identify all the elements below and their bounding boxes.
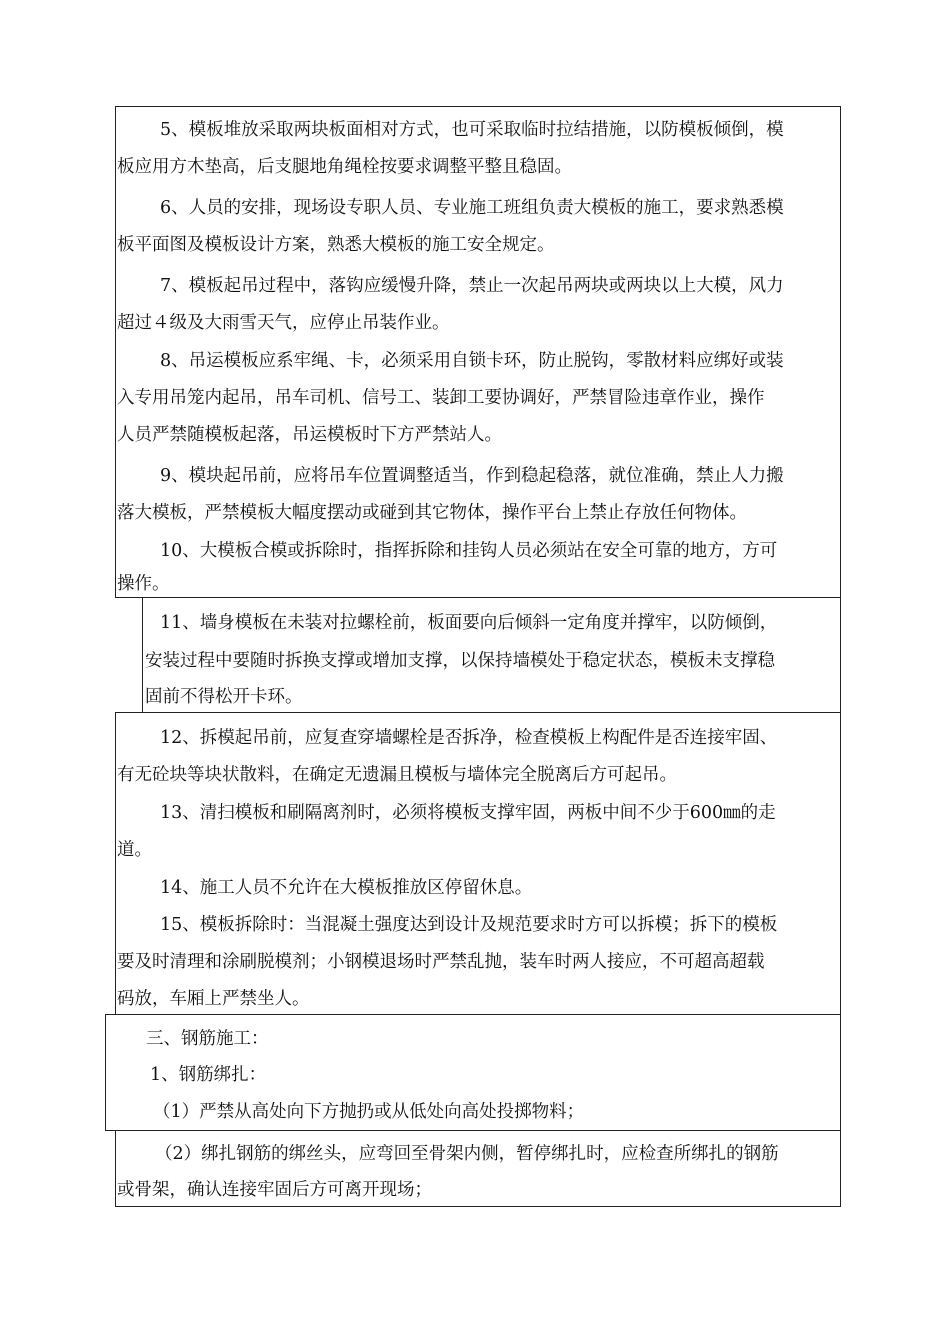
item-binding-2-line-1: （2）绑扎钢筋的绑丝头，应弯回至骨架内侧，暂停绑扎时，应检查所绑扎的钢筋 <box>155 1144 779 1164</box>
item-14-line-1: 14、施工人员不允许在大模板推放区停留休息。 <box>160 878 533 898</box>
item-7-line-2: 超过４级及大雨雪天气，应停止吊装作业。 <box>117 313 450 333</box>
item-9-line-2: 落大模板，严禁模板大幅度摆动或碰到其它物体，操作平台上禁止存放任何物体。 <box>117 503 747 523</box>
item-10-line-2: 操作。 <box>117 574 170 594</box>
item-9-line-1: 9、模块起吊前，应将吊车位置调整适当，作到稳起稳落，就位准确，禁止人力搬 <box>160 466 784 486</box>
item-6-line-2: 板平面图及模板设计方案，熟悉大模板的施工安全规定。 <box>117 235 555 255</box>
item-12-line-1: 12、拆模起吊前，应复查穿墙螺栓是否拆净，检查模板上构配件是否连接牢固、 <box>160 728 778 748</box>
item-7-line-1: 7、模板起吊过程中，落钩应缓慢升降，禁止一次起吊两块或两块以上大模，风力 <box>160 276 784 296</box>
item-12-line-2: 有无砼块等块状散料，在确定无遗漏且模板与墙体完全脱离后方可起吊。 <box>117 765 677 785</box>
heading-steel-construction: 三、钢筋施工： <box>146 1029 269 1049</box>
item-10-line-1: 10、大模板合模或拆除时，指挥拆除和挂钩人员必须站在安全可靠的地方，方可 <box>160 541 778 561</box>
item-13-line-1: 13、清扫模板和刷隔离剂时，必须将模板支撑牢固，两板中间不少于600㎜的走 <box>160 803 776 823</box>
subheading-steel-binding: 1、钢筋绑扎： <box>150 1065 267 1085</box>
item-8-line-1: 8、吊运模板应系牢绳、卡，必须采用自锁卡环，防止脱钩，零散材料应绑好或装 <box>160 351 784 371</box>
item-8-line-2: 入专用吊笼内起吊，吊车司机、信号工、装卸工要协调好，严禁冒险违章作业，操作 <box>117 388 765 408</box>
item-15-line-3: 码放，车厢上严禁坐人。 <box>117 989 310 1009</box>
item-binding-1: （1）严禁从高处向下方抛扔或从低处向高处投掷物料； <box>153 1102 585 1122</box>
item-5-line-2: 板应用方木垫高，后支腿地角绳栓按要求调整平整且稳固。 <box>117 157 572 177</box>
item-15-line-1: 15、模板拆除时：当混凝土强度达到设计及规范要求时方可以拆模；拆下的模板 <box>160 915 778 935</box>
item-11-line-1: 11、墙身模板在未装对拉螺栓前，板面要向后倾斜一定角度并撑牢，以防倾倒， <box>160 613 778 633</box>
item-13-line-2: 道。 <box>117 840 152 860</box>
item-6-line-1: 6、人员的安排，现场设专职人员、专业施工班组负责大模板的施工，要求熟悉模 <box>160 198 784 218</box>
item-15-line-2: 要及时清理和涂刷脱模剂；小钢模退场时严禁乱抛，装车时两人接应，不可超高超载 <box>117 952 765 972</box>
item-11-line-2: 安装过程中要随时拆换支撑或增加支撑，以保持墙模处于稳定状态，模板未支撑稳 <box>145 651 775 671</box>
item-5-line-1: 5、模板堆放采取两块板面相对方式，也可采取临时拉结措施，以防模板倾倒，模 <box>160 120 784 140</box>
item-binding-2-line-2: 或骨架，确认连接牢固后方可离开现场； <box>117 1180 432 1200</box>
item-8-line-3: 人员严禁随模板起落，吊运模板时下方严禁站人。 <box>117 425 502 445</box>
item-11-line-3: 固前不得松开卡环。 <box>145 687 303 707</box>
